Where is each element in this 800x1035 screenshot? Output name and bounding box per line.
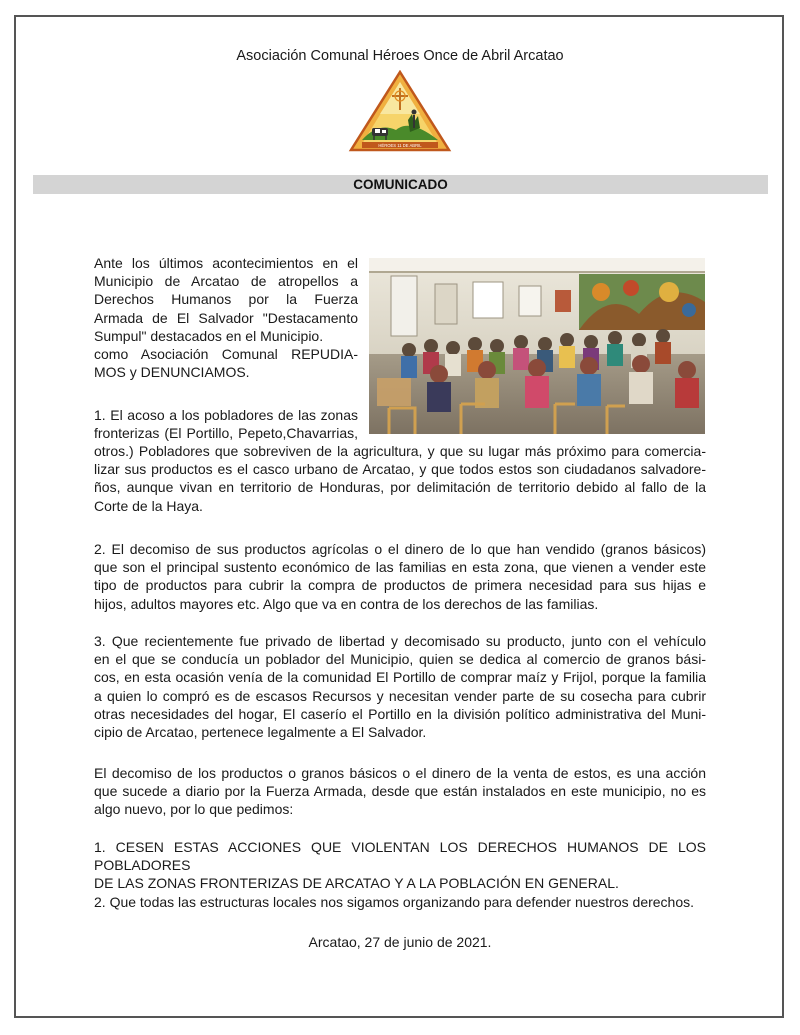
text-line: MOS y DENUNCIAMOS. (94, 364, 250, 381)
text-line: lizar sus productos es el casco urbano de Arcatao, y que todos estos son ciudadanos salvadore- (94, 461, 706, 478)
text-line: en el que se conducía un poblador del Municipio, quien se dedica al comercio de granos bási- (94, 651, 706, 668)
logo-caption: HÉROES 11 DE ABRIL (378, 143, 422, 148)
text-line: 1. El acoso a los pobladores de las zonas (94, 407, 358, 423)
text-line: algo nuevo, por lo que pedimos: (94, 801, 294, 818)
text-line: El decomiso de los productos o granos básicos o el dinero de la venta de estos, es una acción (94, 765, 706, 781)
text-line: a quien lo compró es de escasos Recursos y necesitan vender parte de su cosecha para cubrir (94, 687, 706, 704)
text-line: Municipio de Arcatao de atropellos a (94, 273, 358, 290)
organization-name: Asociación Comunal Héroes Once de Abril Arcatao (236, 48, 564, 64)
text-line: Ante los últimos acontecimientos en el (94, 255, 358, 271)
text-line: que son el principal sustento económico de las familias en esta zona, que vienen a vender este (94, 559, 706, 576)
decommission-paragraph (94, 764, 706, 819)
text-line: DE LAS ZONAS FRONTERIZAS DE ARCATAO Y A LA POBLACIÓN EN GENERAL. (94, 875, 619, 892)
text-line: Armada de El Salvador "Destacamento (94, 309, 358, 326)
text-line: 3. Que recientemente fue privado de libertad y decomisado su producto, junto con el vehículo (94, 633, 706, 649)
point-1-continuation (94, 442, 706, 515)
association-logo (348, 70, 452, 154)
text-line: 1. CESEN ESTAS ACCIONES QUE VIOLENTAN LOS DERECHOS HUMANOS DE LOS POBLADORES (94, 839, 706, 874)
text-line: Derechos Humanos por la Fuerza (94, 291, 358, 308)
text-line: 2. Que todas las estructuras locales nos sigamos organizando para defender nuestros derechos. (94, 894, 695, 910)
point-1-start (94, 406, 358, 442)
text-line: Corte de la Haya. (94, 497, 203, 514)
point-2-paragraph (94, 540, 706, 613)
point-3-paragraph (94, 632, 706, 741)
text-line: tipo de productos para cubrir la compra de productos de primera necesidad para sus hijas e (94, 577, 706, 594)
text-line: que sucede a diario por la Fuerza Armada, desde que están instalados en este municipio, no es (94, 783, 706, 800)
demand-2 (94, 893, 706, 911)
intro-paragraph (94, 254, 358, 381)
text-line: 2. El decomiso de sus productos agrícolas o el dinero de lo que han vendido (granos básicos) (94, 541, 706, 557)
text-line: hijos, adultos mayores etc. Algo que va en contra de los derechos de las familias. (94, 595, 599, 612)
communique-banner: COMUNICADO (33, 175, 768, 194)
text-line: otros.) Pobladores que sobreviven de la agricultura, y que su lugar más próximo para comercia- (94, 443, 706, 459)
text-line: cipio de Arcatao, pertenece legalmente a El Salvador. (94, 724, 427, 741)
text-line: otras necesidades del hogar, El caserío el Portillo en la división político administrativa del Muni- (94, 705, 706, 722)
text-line: como Asociación Comunal REPUDIA- (94, 346, 358, 363)
text-line: fronterizas (El Portillo, Pepeto,Chavarrias, (94, 425, 358, 442)
text-line: cos, en esta ocasión venía de la comunidad El Portillo de comprar maíz y Frijol, porque la familia (94, 669, 706, 686)
text-line: Sumpul" destacados en el Municipio. (94, 327, 324, 344)
demand-1 (94, 838, 706, 893)
text-line: ños, aunque vivan en territorio de Honduras, por delimitación de territorio debido al fallo de la (94, 479, 706, 496)
community-meeting-photo (369, 258, 705, 434)
place-and-date: Arcatao, 27 de junio de 2021. (308, 934, 492, 950)
